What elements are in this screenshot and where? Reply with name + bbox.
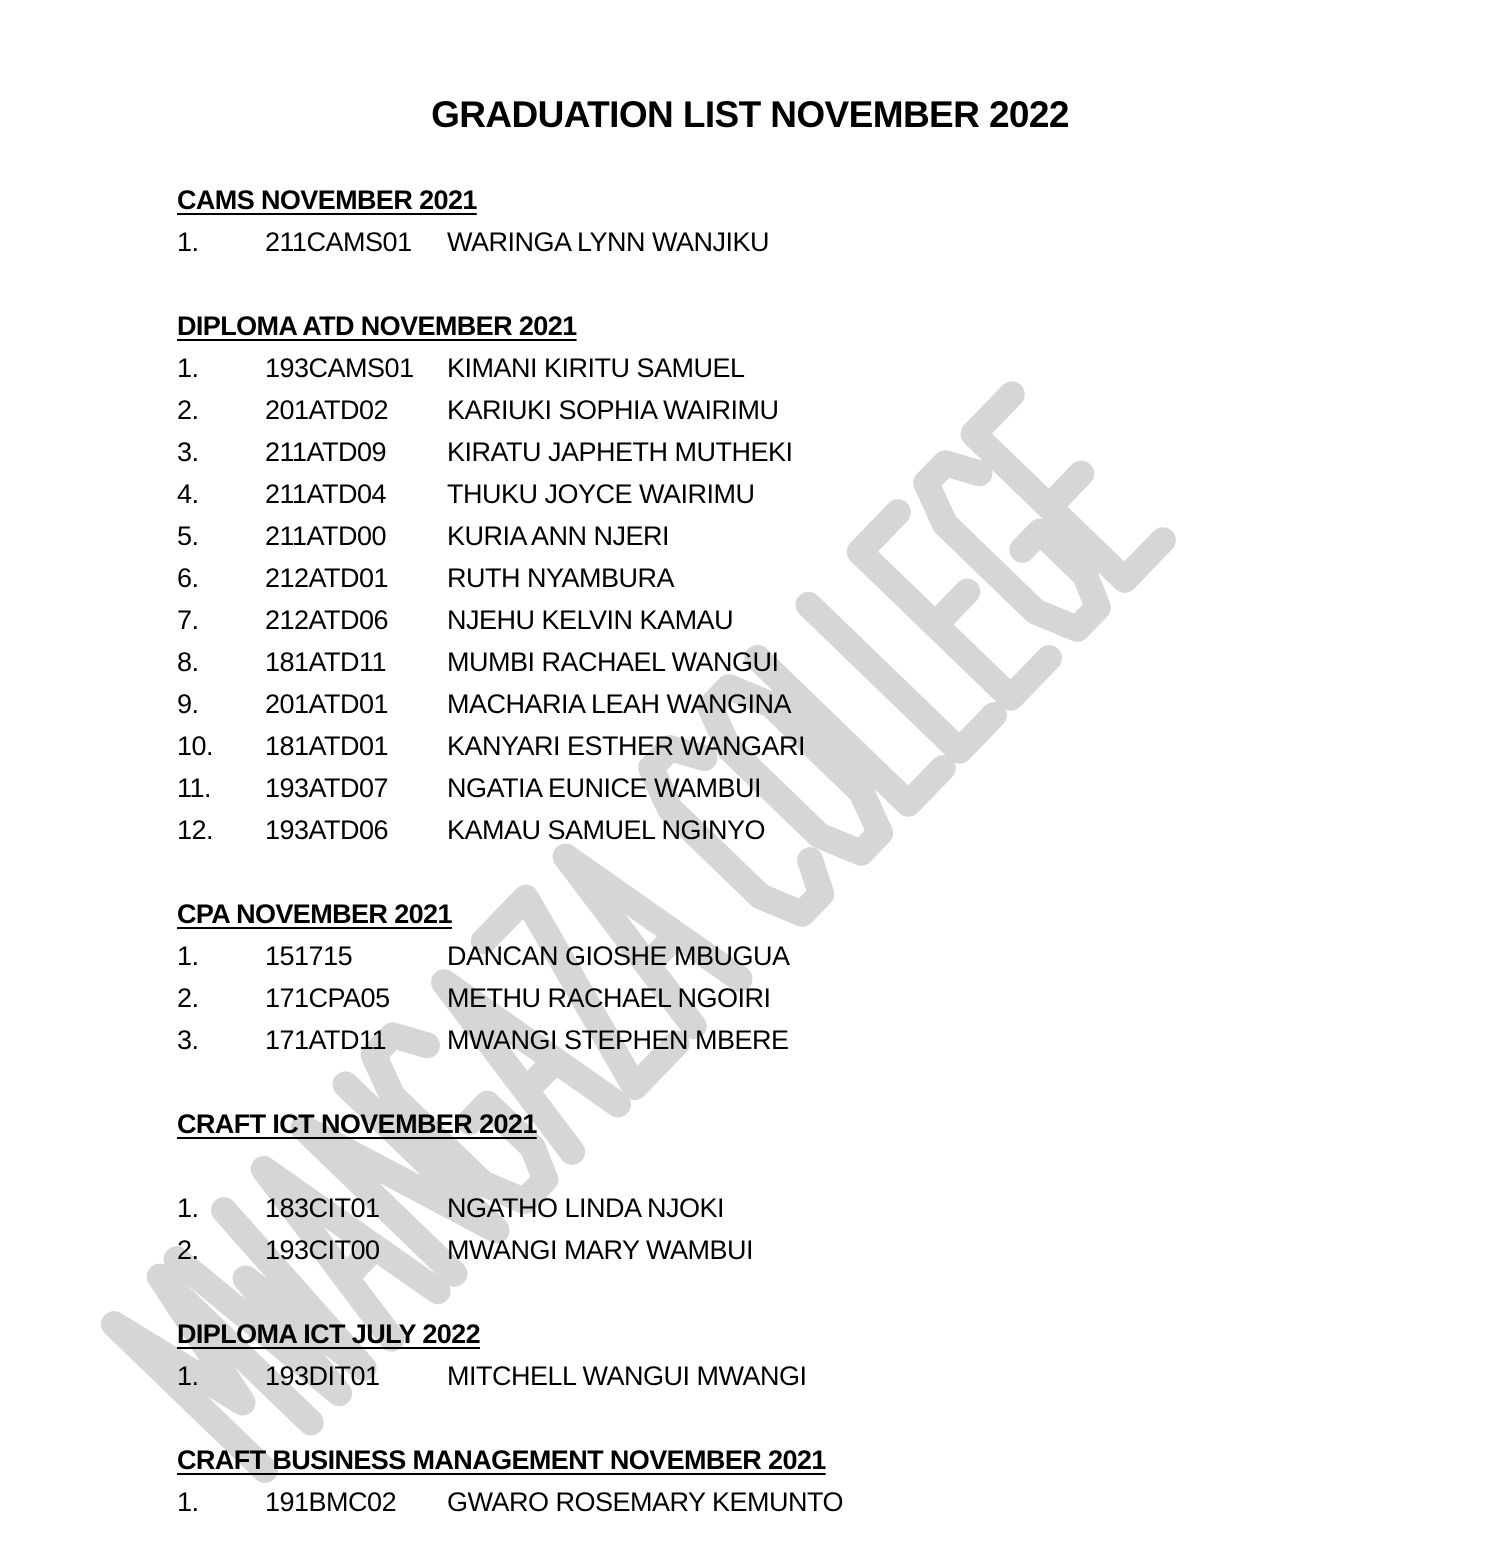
student-name: MITCHELL WANGUI MWANGI <box>447 1361 807 1391</box>
student-name: GWARO ROSEMARY KEMUNTO <box>447 1487 844 1517</box>
student-id: 211ATD09 <box>265 437 387 467</box>
student-id: 201ATD01 <box>265 689 389 719</box>
list-item <box>177 347 1377 389</box>
list-item <box>177 1229 1377 1271</box>
section-heading <box>177 1439 1377 1481</box>
section <box>177 179 1377 263</box>
student-name: KARIUKI SOPHIA WAIRIMU <box>447 395 779 425</box>
student-name: WARINGA LYNN WANJIKU <box>447 227 770 257</box>
list-item <box>177 725 1377 767</box>
item-number: 6. <box>177 563 199 593</box>
student-name: KURIA ANN NJERI <box>447 521 670 551</box>
section <box>177 1313 1377 1397</box>
item-number: 2. <box>177 983 199 1013</box>
student-id: 193DIT01 <box>265 1361 380 1391</box>
student-id: 212ATD01 <box>265 563 389 593</box>
section-heading-text: CRAFT BUSINESS MANAGEMENT NOVEMBER 2021 <box>177 1445 826 1475</box>
list-item <box>177 515 1377 557</box>
section-heading-text: CRAFT ICT NOVEMBER 2021 <box>177 1109 537 1139</box>
blank-line <box>177 1145 1377 1187</box>
student-name: MUMBI RACHAEL WANGUI <box>447 647 779 677</box>
list-item <box>177 473 1377 515</box>
list-item <box>177 809 1377 851</box>
student-id: 183CIT01 <box>265 1193 380 1223</box>
list-item <box>177 641 1377 683</box>
student-name: KAMAU SAMUEL NGINYO <box>447 815 766 845</box>
student-id: 193CAMS01 <box>265 353 414 383</box>
item-number: 8. <box>177 647 199 677</box>
list-item <box>177 557 1377 599</box>
section <box>177 305 1377 851</box>
student-name: MWANGI MARY WAMBUI <box>447 1235 754 1265</box>
student-name: RUTH NYAMBURA <box>447 563 675 593</box>
list-item <box>177 977 1377 1019</box>
student-id: 151715 <box>265 941 353 971</box>
item-number: 2. <box>177 1235 199 1265</box>
item-number: 1. <box>177 227 199 257</box>
student-id: 212ATD06 <box>265 605 389 635</box>
student-id: 211CAMS01 <box>265 227 412 257</box>
student-name: THUKU JOYCE WAIRIMU <box>447 479 755 509</box>
item-number: 1. <box>177 941 199 971</box>
section-heading <box>177 1313 1377 1355</box>
list-item <box>177 1019 1377 1061</box>
item-number: 1. <box>177 1193 199 1223</box>
list-item <box>177 935 1377 977</box>
item-number: 7. <box>177 605 199 635</box>
student-id: 171CPA05 <box>265 983 390 1013</box>
section-heading-text: DIPLOMA ATD NOVEMBER 2021 <box>177 311 577 341</box>
list-item <box>177 683 1377 725</box>
item-number: 4. <box>177 479 199 509</box>
item-number: 12. <box>177 815 214 845</box>
student-id: 191BMC02 <box>265 1487 397 1517</box>
section-heading <box>177 305 1377 347</box>
section-heading <box>177 1103 1377 1145</box>
section <box>177 1439 1377 1523</box>
list-item <box>177 1355 1377 1397</box>
list-item <box>177 767 1377 809</box>
student-name: MWANGI STEPHEN MBERE <box>447 1025 789 1055</box>
list-item <box>177 389 1377 431</box>
student-id: 171ATD11 <box>265 1025 387 1055</box>
item-number: 11. <box>177 773 212 803</box>
list-item <box>177 1481 1377 1523</box>
section-heading-text: CAMS NOVEMBER 2021 <box>177 185 477 215</box>
student-name: KANYARI ESTHER WANGARI <box>447 731 806 761</box>
student-name: KIRATU JAPHETH MUTHEKI <box>447 437 793 467</box>
student-name: MACHARIA LEAH WANGINA <box>447 689 792 719</box>
list-item <box>177 599 1377 641</box>
section <box>177 1103 1377 1271</box>
page-title: GRADUATION LIST NOVEMBER 2022 <box>431 94 1069 135</box>
section-heading-text: DIPLOMA ICT JULY 2022 <box>177 1319 481 1349</box>
student-name: NGATHO LINDA NJOKI <box>447 1193 725 1223</box>
item-number: 3. <box>177 437 199 467</box>
student-id: 193ATD06 <box>265 815 389 845</box>
item-number: 10. <box>177 731 214 761</box>
item-number: 1. <box>177 1361 199 1391</box>
student-name: DANCAN GIOSHE MBUGUA <box>447 941 790 971</box>
student-id: 201ATD02 <box>265 395 389 425</box>
student-name: NJEHU KELVIN KAMAU <box>447 605 734 635</box>
section <box>177 893 1377 1061</box>
section-heading <box>177 179 1377 221</box>
student-id: 193CIT00 <box>265 1235 380 1265</box>
student-name: NGATIA EUNICE WAMBUI <box>447 773 762 803</box>
graduation-list <box>177 179 1377 1565</box>
item-number: 1. <box>177 353 199 383</box>
student-id: 181ATD01 <box>265 731 389 761</box>
student-name: KIMANI KIRITU SAMUEL <box>447 353 745 383</box>
student-name: METHU RACHAEL NGOIRI <box>447 983 771 1013</box>
item-number: 2. <box>177 395 199 425</box>
student-id: 193ATD07 <box>265 773 389 803</box>
list-item <box>177 1187 1377 1229</box>
list-item <box>177 431 1377 473</box>
student-id: 211ATD00 <box>265 521 387 551</box>
section-heading <box>177 893 1377 935</box>
list-item <box>177 221 1377 263</box>
section-heading-text: CPA NOVEMBER 2021 <box>177 899 452 929</box>
item-number: 9. <box>177 689 199 719</box>
item-number: 3. <box>177 1025 199 1055</box>
item-number: 1. <box>177 1487 199 1517</box>
item-number: 5. <box>177 521 199 551</box>
student-id: 181ATD11 <box>265 647 387 677</box>
student-id: 211ATD04 <box>265 479 387 509</box>
